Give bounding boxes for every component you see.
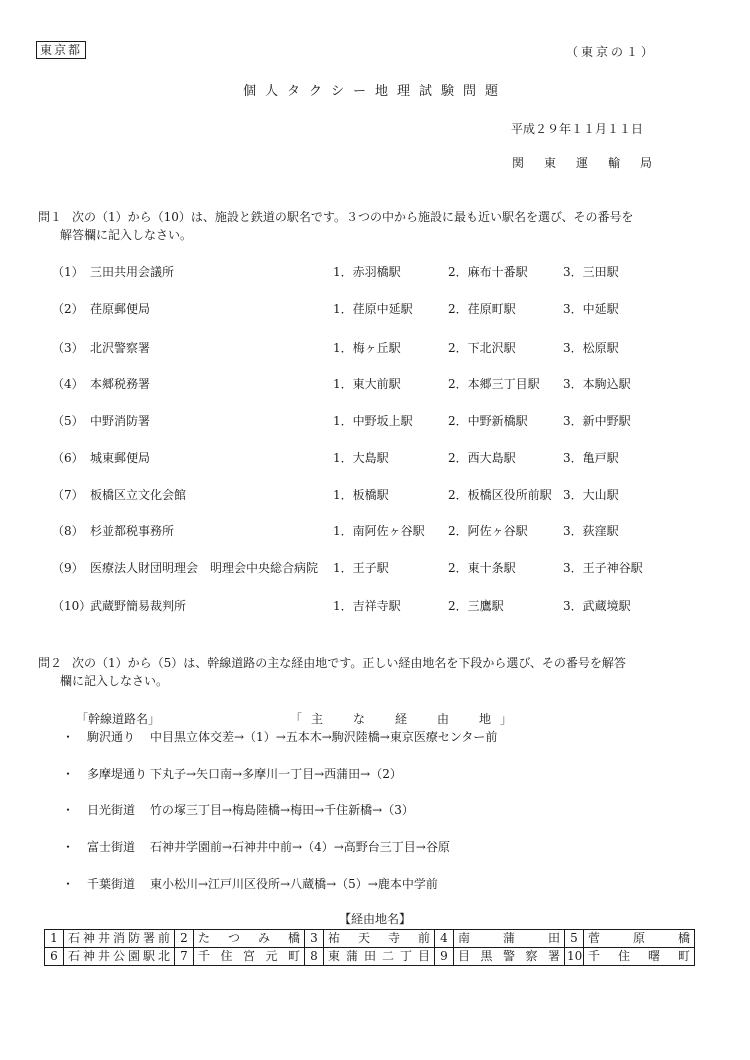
question2-text-line1: 次の（1）から（5）は、幹線道路の主な経由地です。正しい経由地名を下段から選び、その番号を解答 [72,656,626,670]
station-choice-1: 1．東大前駅 [333,377,401,391]
route-via: 東小松川→江戸川区役所→八蔵橋→（5）→鹿本中学前 [150,877,438,891]
question1-text-line1: 次の（1）から（10）は、施設と鉄道の駅名です。３つの中から施設に最も近い駅名を選び、その番号を [72,210,634,224]
question1-item [0,486,750,506]
item-number: （2） [52,302,84,316]
bullet-point: ・ [62,877,75,891]
via-name-cell: 東蒲田二丁目 [324,948,435,966]
bullet-point: ・ [62,803,75,817]
facility-name: 城東郵便局 [90,451,151,465]
via-name-cell: 南蒲田 [454,930,565,948]
station-choice-1: 1．南阿佐ヶ谷駅 [333,524,425,538]
via-number-cell: 9 [435,948,454,966]
question2-number: 問２ [38,656,63,670]
road-column-header: 「幹線道路名」 [76,712,161,726]
station-choice-3: 3．中延駅 [563,302,619,316]
facility-name: 荏原郵便局 [90,302,151,316]
via-table-title: 【経由地名】 [338,912,411,926]
via-number-cell: 8 [305,948,324,966]
question1-item [0,559,750,579]
via-table [44,929,695,966]
route-via: 下丸子→矢口南→多摩川一丁目→西蒲田→（2） [150,767,402,781]
station-choice-2: 2．板橋区役所前駅 [448,488,552,502]
station-choice-1: 1．梅ヶ丘駅 [333,341,401,355]
station-choice-3: 3．新中野駅 [563,414,631,428]
item-number: （8） [52,524,84,538]
station-choice-2: 2．荏原町駅 [448,302,516,316]
via-name-cell: 石神井公園駅北 [64,948,175,966]
station-choice-1: 1．中野坂上駅 [333,414,413,428]
question1-item [0,522,750,542]
question2-instructions [38,654,688,690]
station-choice-2: 2．麻布十番駅 [448,265,528,279]
via-table-row [45,930,695,948]
station-choice-2: 2．中野新橋駅 [448,414,528,428]
via-number-cell: 10 [565,948,584,966]
via-name-cell: 千住宮元町 [194,948,305,966]
via-number-cell: 6 [45,948,64,966]
route-via: 中目黒立体交差→（1）→五本木→駒沢陸橋→東京医療センター前 [150,730,498,744]
item-number: （5） [52,414,84,428]
question1-item [0,339,750,359]
via-number-cell: 4 [435,930,454,948]
via-name-cell: 石神井消防署前 [64,930,175,948]
station-choice-3: 3．王子神谷駅 [563,561,643,575]
item-number: （7） [52,488,84,502]
question2-text-line2: 欄に記入しなさい。 [60,674,169,688]
station-choice-1: 1．荏原中延駅 [333,302,413,316]
road-name: 駒沢通り [87,730,136,744]
facility-name: 本郷税務署 [90,377,151,391]
item-number: （10） [52,599,92,613]
via-name-cell: 祐天寺前 [324,930,435,948]
question1-item [0,263,750,283]
station-choice-1: 1．板橋駅 [333,488,389,502]
via-number-cell: 7 [175,948,194,966]
issuer-char: 関 [512,156,525,170]
issuer [512,154,652,171]
issuer-char: 局 [639,156,652,170]
question1-text-line2: 解答欄に記入しなさい。 [60,228,193,242]
bullet-point: ・ [62,767,75,781]
road-name: 富士街道 [87,840,136,854]
question1-item [0,449,750,469]
road-name: 日光街道 [87,803,136,817]
item-number: （1） [52,265,84,279]
via-number-cell: 3 [305,930,324,948]
station-choice-3: 3．三田駅 [563,265,619,279]
via-name-cell: たつみ橋 [194,930,305,948]
question1-number: 問１ [38,210,63,224]
via-name-cell: 千住曙町 [584,948,695,966]
via-number-cell: 2 [175,930,194,948]
road-name: 多摩堤通り [87,767,148,781]
station-choice-3: 3．大山駅 [563,488,619,502]
route-via: 竹の塚三丁目→梅島陸橋→梅田→千住新橋→（3） [150,803,414,817]
bullet-point: ・ [62,730,75,744]
station-choice-1: 1．大島駅 [333,451,389,465]
station-choice-2: 2．東十条駅 [448,561,516,575]
question1-instructions [38,208,678,244]
road-name: 千葉街道 [87,877,136,891]
issuer-char: 輸 [607,156,620,170]
facility-name: 医療法人財団明理会 明理会中央総合病院 [90,561,319,575]
station-choice-3: 3．武蔵境駅 [563,599,631,613]
via-name-cell: 目黒警察署 [454,948,565,966]
page-serial: （東京の１） [566,45,657,59]
station-choice-2: 2．西大島駅 [448,451,516,465]
facility-name: 板橋区立文化会館 [90,488,187,502]
station-choice-2: 2．下北沢駅 [448,341,516,355]
exam-date: 平成２９年１１月１１日 [511,122,644,136]
issuer-char: 運 [575,156,588,170]
station-choice-3: 3．松原駅 [563,341,619,355]
item-number: （4） [52,377,84,391]
facility-name: 武蔵野簡易裁判所 [90,599,187,613]
facility-name: 北沢警察署 [90,341,151,355]
station-choice-1: 1．王子駅 [333,561,389,575]
via-column-header: 「主 な 経 由 地」 [290,712,522,726]
route-via: 石神井学園前→石神井中前→（4）→高野台三丁目→谷原 [150,840,450,854]
issuer-char: 東 [543,156,556,170]
via-table-row [45,948,695,966]
facility-name: 三田共用会議所 [90,265,175,279]
via-number-cell: 1 [45,930,64,948]
station-choice-3: 3．本駒込駅 [563,377,631,391]
station-choice-2: 2．本郷三丁目駅 [448,377,540,391]
station-choice-1: 1．赤羽橋駅 [333,265,401,279]
station-choice-2: 2．三鷹駅 [448,599,504,613]
item-number: （6） [52,451,84,465]
station-choice-2: 2．阿佐ヶ谷駅 [448,524,528,538]
page-title: 個人タクシー地理試験問題 [242,84,507,99]
via-name-cell: 菅原橋 [584,930,695,948]
question1-item [0,412,750,432]
item-number: （3） [52,341,84,355]
question1-item [0,375,750,395]
station-choice-3: 3．荻窪駅 [563,524,619,538]
bullet-point: ・ [62,840,75,854]
question1-item [0,597,750,617]
question1-item [0,300,750,320]
facility-name: 中野消防署 [90,414,151,428]
facility-name: 杉並都税事務所 [90,524,175,538]
region-label: 東京都 [36,41,86,59]
station-choice-1: 1．吉祥寺駅 [333,599,401,613]
via-number-cell: 5 [565,930,584,948]
station-choice-3: 3．亀戸駅 [563,451,619,465]
item-number: （9） [52,561,84,575]
